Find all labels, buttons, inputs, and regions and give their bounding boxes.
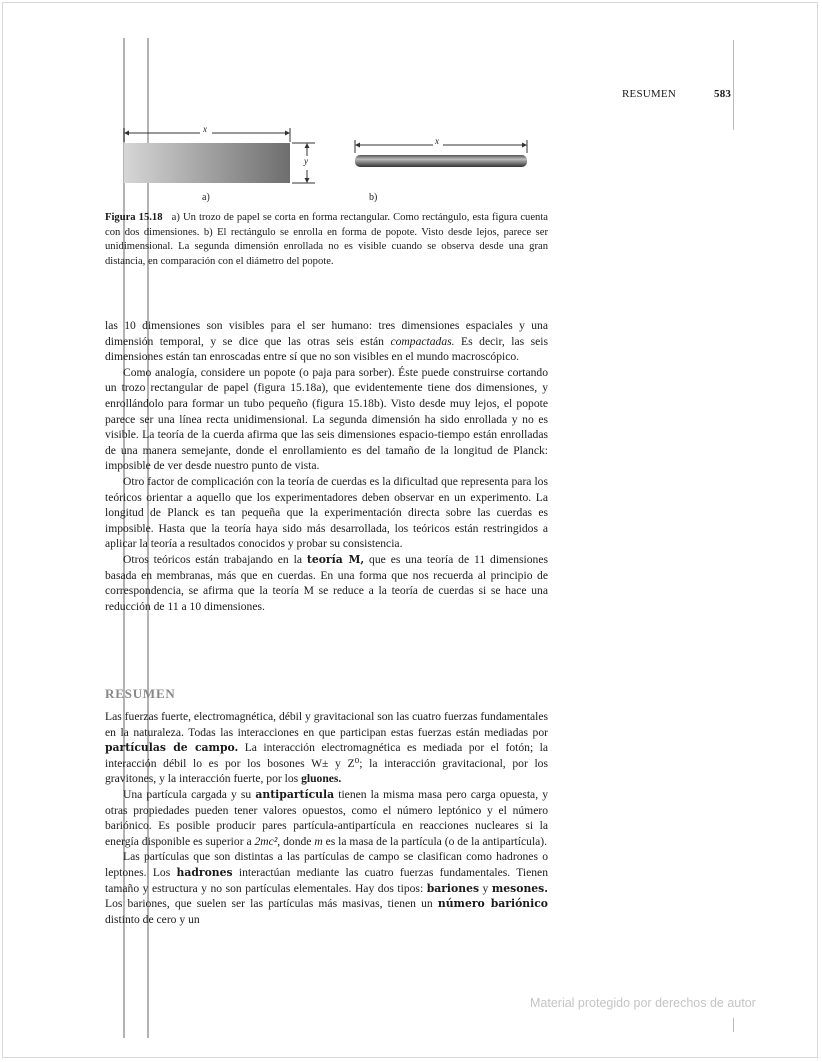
summary-text bbox=[105, 709, 548, 927]
panel-label-b: b) bbox=[369, 192, 378, 203]
emphasized-text: mesones. bbox=[491, 881, 549, 895]
text-run: que es una teoría de 11 dimensiones basada en membranas, más que en cuerdas. En una forma que nos recuerda al principio de correspondencia, se afirma que la teoría M se reduce a la teoría de cuerdas si se hace una reducción de 11 a 10 dimensiones. bbox=[105, 552, 548, 613]
text-run: interactúan mediante las cuatro fuerzas fundamentales. Tienen tamaño y estructura y no son partículas elementales. Hay dos tipos: bbox=[105, 865, 548, 895]
emphasized-text: hadrones bbox=[176, 865, 233, 879]
caption-title: Figura 15.18 bbox=[105, 212, 163, 223]
figure-illustration bbox=[100, 120, 560, 210]
dimension-x-label: x bbox=[203, 124, 207, 134]
emphasized-text: número bariónico bbox=[437, 897, 548, 911]
paragraph bbox=[105, 318, 548, 365]
running-head-section: RESUMEN bbox=[622, 88, 676, 100]
figure-caption bbox=[105, 211, 548, 269]
caption-text: a) Un trozo de papel se corta en forma rectangular. Como rectángulo, esta figura cuenta con dos dimensiones. b) El rectángulo se enrolla en forma de popote. Visto desde lejos, parece ser unidimensional. La segunda dimensión enrollada no es visible cuando se observa desde una gran distancia, en comparación con el diámetro del popote. bbox=[105, 212, 548, 267]
rolled-tube bbox=[355, 140, 527, 167]
emphasized-text: 2mc² bbox=[254, 834, 278, 848]
paragraph bbox=[105, 849, 548, 927]
dimension-y-label: y bbox=[304, 156, 308, 166]
text-run: Otros teóricos están trabajando en la bbox=[123, 552, 307, 566]
text-run: Otro factor de complicación con la teoría de cuerdas es la dificultad que representa para los teóricos orientar a aquello que los experimentadores deben observar en un experimento. La longitud de Planck es tan pequeña que la experimentación directa sobre las cuerdas es imposible. Hasta que la teoría haya sido más desarrollada, los teóricos están restringidos a aplicar la teoría a resultados conocidos y probar su consistencia. bbox=[105, 474, 548, 551]
emphasized-text: gluones. bbox=[301, 772, 342, 786]
paragraph bbox=[105, 709, 548, 787]
text-run: tienen la misma masa pero carga opuesta, y otras propiedades pueden tener valores opuestos, como el número leptónico y el número bariónico. Es posible producir pares partícula-antipartícula en reacciones nucleares si la energía disponible es superior a bbox=[105, 787, 548, 848]
paragraph bbox=[105, 787, 548, 849]
paragraph bbox=[105, 552, 548, 614]
text-run: distinto de cero y un bbox=[105, 912, 200, 926]
body-text bbox=[105, 318, 548, 614]
figure-15-18 bbox=[100, 120, 560, 210]
margin-rule bbox=[733, 1018, 734, 1032]
text-run: Las fuerzas fuerte, electromagnética, débil y gravitacional son las cuatro fuerzas fundamentales en la naturaleza. Todas las interacciones en que participan estas fuerzas están mediadas por bbox=[105, 710, 548, 739]
section-heading: RESUMEN bbox=[105, 686, 176, 701]
text-run: Es decir, las seis dimensiones están tan enroscadas entre sí que no son visibles en el mundo macroscópico. bbox=[105, 334, 549, 364]
emphasized-text: m bbox=[314, 834, 323, 848]
text-run: Como analogía, considere un popote (o paja para sorber). Éste puede construirse cortando un trozo rectangular de papel (figura 15.18a), que evidentemente tiene dos dimensiones, y enrollándolo para formar un tubo pequeño (figura 15.18b). Visto desde muy lejos, el popote parece ser una línea recta unidimensional. La segunda dimensión ha sido enrollada y no es visible. La teoría de la cuerda afirma que las seis dimensiones espacio-tiempo están enrolladas de una manera semejante, donde el enrollamiento es del tamaño de la longitud de Planck: imposible de ver desde nuestro punto de vista. bbox=[105, 365, 548, 473]
text-run: , donde bbox=[277, 834, 315, 848]
text-run: Los bariones, que suelen ser las partículas más masivas, tienen un bbox=[105, 897, 438, 911]
emphasized-text: compactadas. bbox=[390, 334, 455, 348]
paper-rectangle bbox=[124, 128, 315, 183]
emphasized-text: teoría M, bbox=[306, 552, 365, 566]
emphasized-text: antipartícula bbox=[255, 787, 335, 801]
margin-rule bbox=[733, 40, 734, 130]
text-run: y bbox=[479, 881, 492, 895]
watermark: Material protegido por derechos de autor bbox=[530, 996, 756, 1010]
text-run: es la masa de la partícula (o de la antipartícula). bbox=[322, 834, 548, 848]
paragraph bbox=[105, 474, 548, 552]
text-run: Las partículas que son distintas a las partículas de campo se clasifican como hadrones o leptones. Los bbox=[105, 850, 548, 879]
paragraph bbox=[105, 365, 548, 474]
text-run: Una partícula cargada y su bbox=[123, 787, 256, 801]
text-run: La interacción electromagnética es mediada por el fotón; la interacción débil lo es por los bosones W± y Z⁰; la interacción gravitacional, por los gravitones, y la interacción fuerte, por los bbox=[105, 741, 548, 786]
text-run: las 10 dimensiones son visibles para el ser humano: tres dimensiones espaciales y una dimensión temporal, y se dice que las otras seis están bbox=[105, 319, 548, 348]
emphasized-text: bariones bbox=[426, 881, 480, 895]
dimension-x-label: x bbox=[435, 136, 439, 146]
emphasized-text: partículas de campo. bbox=[105, 741, 239, 755]
panel-label-a: a) bbox=[202, 192, 210, 203]
page-number: 583 bbox=[714, 88, 732, 100]
